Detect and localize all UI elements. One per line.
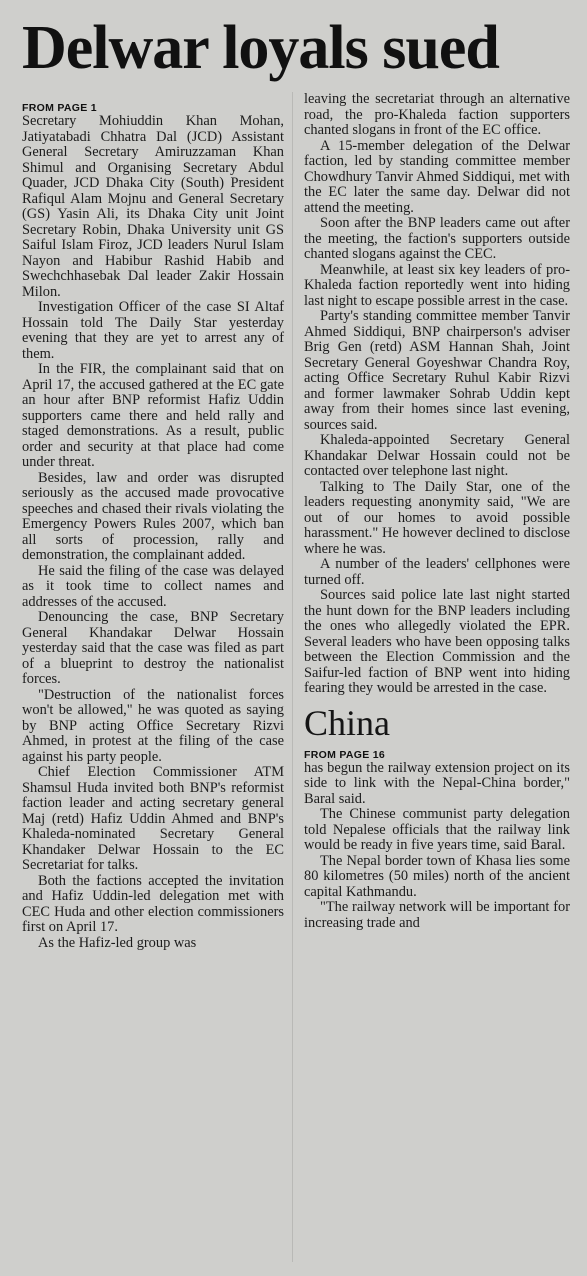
article-paragraph: "Destruction of the nationalist forces won't be allowed," he was quoted as saying by BNP acting Office Secretary Rizvi Ahmed, in protest at the filing of the case against his party people. <box>22 686 284 765</box>
article-paragraph: "The railway network will be important for increasing trade and <box>304 899 570 931</box>
article-paragraph: As the Hafiz-led group was <box>38 934 197 951</box>
column-divider <box>292 92 293 1262</box>
article-paragraph: Secretary Mohiuddin Khan Mohan, Jatiyatabadi Chhatra Dal (JCD) Assistant General Secretary Amiruzzaman Khan Shimul and Organising Secretary Abdul Quader, JCD Dhaka City (South) President Rafiqul Alam Mojnu and General Secretary (GS) Yasin Ali, its Dhaka City unit Joint Secretary Robin, Dhaka University unit GS Saiful Islam Firoz, JCD leaders Nurul Islam Nayon and Habibur Rashid Habib and Swechchhasebak Dal leader Zakir Hossain Milon. <box>22 113 284 300</box>
article-paragraph: Khaleda-appointed Secretary General Khandakar Delwar Hossain could not be contacted over telephone last night. <box>304 432 570 479</box>
article-paragraph: Denouncing the case, BNP Secretary General Khandakar Delwar Hossain yesterday said that the case was filed as part of a blueprint to destroy the nationalist forces. <box>22 609 284 687</box>
article-paragraph: He said the filing of the case was delayed as it took time to collect names and addresses of the accused. <box>22 562 284 610</box>
right-column <box>304 92 570 931</box>
article-paragraph: A 15-member delegation of the Delwar faction, led by standing committee member Chowdhury Tanvir Ahmed Siddiqui, met with the EC later the same day. Delwar did not attend the meeting. <box>304 137 570 216</box>
article-paragraph: A number of the leaders' cellphones were turned off. <box>304 556 570 588</box>
second-story-headline: China <box>304 702 390 743</box>
article-paragraph: Party's standing committee member Tanvir Ahmed Siddiqui, BNP chairperson's adviser Brig Gen (retd) ASM Hannan Shah, Joint Secretary General Goyeshwar Chandra Roy, acting Office Secretary Ruhul Kabir Rizvi and former lawmaker Sohrab Uddin kept away from their homes since last evening, sources said. <box>304 308 570 433</box>
article-paragraph: Soon after the BNP leaders came out after the meeting, the faction's supporters outside chanted slogans against the CEC. <box>304 215 570 262</box>
left-column <box>22 102 284 951</box>
article-paragraph: Meanwhile, at least six key leaders of pro-Khaleda faction reportedly went into hiding last night to escape possible arrest in the case. <box>304 261 570 309</box>
article-paragraph: leaving the secretariat through an alternative road, the pro-Khaleda faction supporters chanted slogans in front of the EC office. <box>304 91 570 138</box>
article-paragraph: The Chinese communist party delegation told Nepalese officials that the railway link would be ready in five years time, said Baral. <box>304 806 570 853</box>
article-paragraph: Investigation Officer of the case SI Altaf Hossain told The Daily Star yesterday evening that they are yet to arrest any of them. <box>22 299 284 362</box>
article-paragraph: Talking to The Daily Star, one of the leaders requesting anonymity said, "We are out of our homes to avoid possible harassment." He however declined to disclose where he was. <box>304 478 570 557</box>
article-paragraph: The Nepal border town of Khasa lies some 80 kilometres (50 miles) north of the ancient capital Kathmandu. <box>304 852 570 900</box>
article-paragraph: Both the factions accepted the invitation and Hafiz Uddin-led delegation met with CEC Huda and other election commissioners first on April 17. <box>22 872 284 935</box>
headline: Delwar loyals sued <box>22 14 499 82</box>
article-paragraph: has begun the railway extension project on its side to link with the Nepal-China border," Baral said. <box>304 759 570 807</box>
article-paragraph: Sources said police late last night started the hunt down for the BNP leaders including the ones who allegedly violated the EPR. Several leaders who have been opposing talks between the Election Commission and the Saifur-led faction of BNP went into hiding fearing they would be arrested in the case. <box>304 587 570 696</box>
article-paragraph: In the FIR, the complainant said that on April 17, the accused gathered at the EC gate an hour after BNP reformist Hafiz Uddin supporters came there and held rally and staged demonstrations. As a result, public order and security at that place had come under threat. <box>22 361 284 470</box>
article-paragraph: Chief Election Commissioner ATM Shamsul Huda invited both BNP's reformist faction leader and acting secretary general Maj (retd) Hafiz Uddin Ahmed and BNP's Khaleda-nominated Secretary General Khandaker Delwar Hossain to the EC Secretariat for talks. <box>22 764 284 873</box>
article-paragraph: Besides, law and order was disrupted seriously as the accused made provocative speeches and chased their rivals violating the Emergency Powers Rules 2007, which ban all sorts of procession, rally and demonstration, the complainant added. <box>22 469 284 563</box>
continued-from-kicker: FROM PAGE 1 <box>22 102 97 114</box>
continued-from-kicker: FROM PAGE 16 <box>304 748 386 761</box>
